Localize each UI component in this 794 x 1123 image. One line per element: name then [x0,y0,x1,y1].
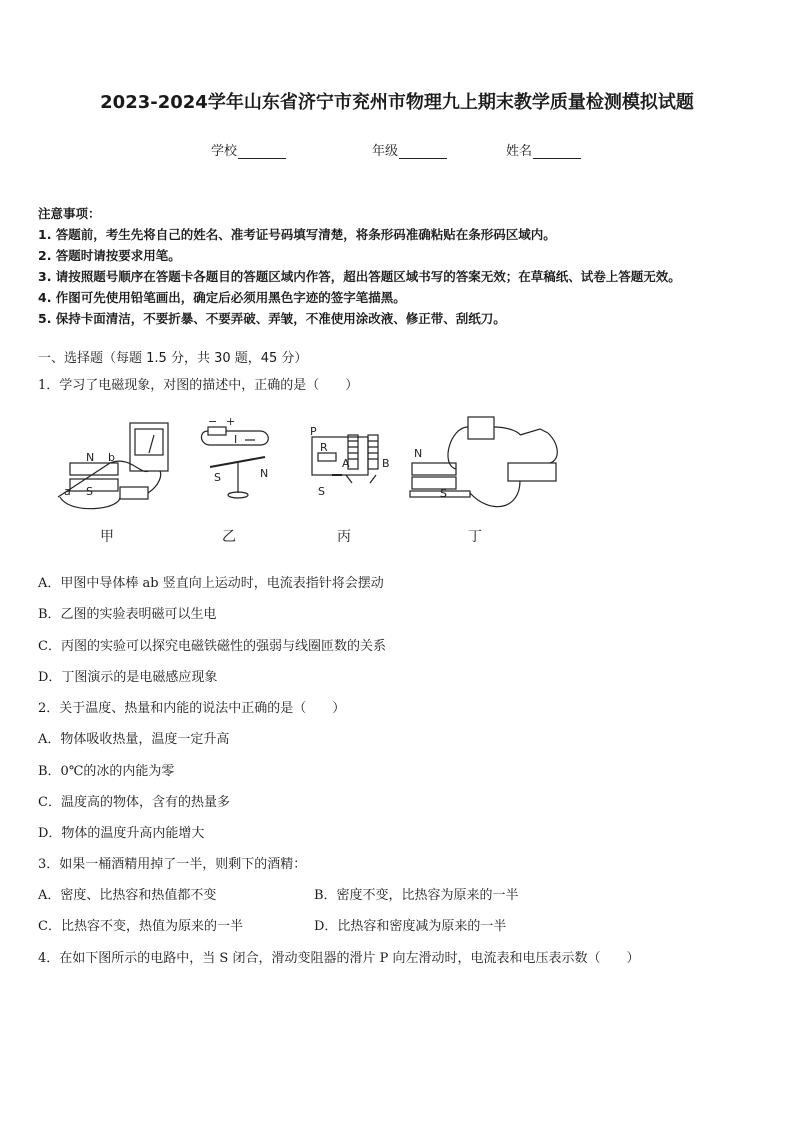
question-1-option-c: C．丙图的实验可以探究电磁铁磁性的强弱与线圈匝数的关系 [38,639,386,654]
label-n: N [86,451,95,464]
label-s: S [214,471,221,484]
wire [548,433,557,463]
label-s: S [318,485,325,498]
wire [470,481,520,507]
label-s: S [440,487,447,500]
question-1-option-a: A．甲图中导体棒 ab 竖直向上运动时，电流表指针将会摆动 [38,576,384,591]
question-3-option-a: A．密度、比热容和热值都不变 [38,888,217,903]
notice-heading: 注意事项： [38,206,101,221]
label-r: R [320,441,328,454]
student-info-row [0,140,794,160]
question-3-stem: 3．如果一桶酒精用掉了一半，则剩下的酒精： [38,857,307,872]
notice-item: 5. 保持卡面清洁，不要折暴、不要弄破、弄皱，不准使用涂改液、修正带、刮纸刀。 [38,311,506,326]
label-a: a [64,485,71,498]
figure-label-jia: 甲 [100,529,114,545]
notice-item: 4. 作图可先使用铅笔画出，确定后必须用黑色字迹的签字笔描黑。 [38,290,406,305]
switch-base [120,487,148,499]
battery-box [468,417,494,439]
school-label: 学校 [211,144,238,159]
galvanometer [130,423,168,471]
label-plus: + [226,415,236,428]
question-2-option-d: D．物体的温度升高内能增大 [38,826,205,841]
label-minus: − [208,415,218,428]
question-3-option-b: B．密度不变，比热容为原来的一半 [314,888,519,903]
figure-jia [58,423,168,509]
section-heading: 一、选择题（每题 1.5 分，共 30 题，45 分） [38,351,308,366]
figure-ding [410,417,557,507]
magnet-bottom [412,477,456,489]
notice-item: 2. 答题时请按要求用笔。 [38,248,181,263]
question-2-option-c: C．温度高的物体，含有的热量多 [38,795,230,810]
question-3-option-d: D．比热容和密度减为原来的一半 [314,919,507,934]
question-4-stem: 4．在如下图所示的电路中，当 S 闭合，滑动变阻器的滑片 P 向左滑动时，电流表和电压表示数（ ） [38,951,640,966]
name-field [506,140,581,159]
question-2-option-a: A．物体吸收热量，温度一定升高 [38,732,230,747]
question-1-option-b: B．乙图的实验表明磁可以生电 [38,607,217,622]
grade-field [372,140,447,159]
label-s: S [86,485,93,498]
question-2-option-b: B．0℃的冰的内能为零 [38,764,175,779]
name-blank [533,144,581,159]
battery [208,427,226,435]
figure-label-ding: 丁 [468,529,482,545]
coil-turns [348,441,378,459]
notice-block [38,203,681,329]
label-n: N [260,467,269,480]
label-n: N [414,447,423,460]
electromagnet-b [368,435,378,469]
rheostat [318,453,336,461]
label-p: P [310,425,317,438]
magnet-top [412,463,456,475]
label-b: b [108,451,115,464]
notice-item: 1. 答题前，考生先将自己的姓名、准考证号码填写清楚，将条形码准确粘贴在条形码区域内。 [38,227,556,242]
pins [346,475,376,483]
question-1-stem: 1．学习了电磁现象，对图的描述中，正确的是（ ） [38,378,359,393]
label-i: I [234,433,238,446]
school-field [211,140,286,159]
name-label: 姓名 [506,144,533,159]
wire [148,471,161,493]
grade-label: 年级 [372,144,399,159]
question-1-option-d: D．丁图演示的是电磁感应现象 [38,670,218,685]
wire [60,497,120,509]
label-a-upper: A [342,457,350,470]
question-1-figure [50,405,570,545]
question-2-stem: 2．关于温度、热量和内能的说法中正确的是（ ） [38,701,346,716]
rheostat [508,463,556,481]
grade-blank [399,144,447,159]
figure-label-yi: 乙 [222,529,236,545]
school-blank [238,144,286,159]
notice-item: 3. 请按照题号顺序在答题卡各题目的答题区域内作答，超出答题区域书写的答案无效；在草稿纸、试卷上答题无效。 [38,269,681,284]
label-b-upper: B [382,457,390,470]
galvanometer-needle [149,435,154,453]
switch [520,429,548,435]
page-title: 2023-2024学年山东省济宁市兖州市物理九上期末教学质量检测模拟试题 [100,92,694,113]
figure-label-bing: 丙 [337,529,351,545]
wire [494,427,520,435]
question-3-option-c: C．比热容不变，热值为原来的一半 [38,919,243,934]
